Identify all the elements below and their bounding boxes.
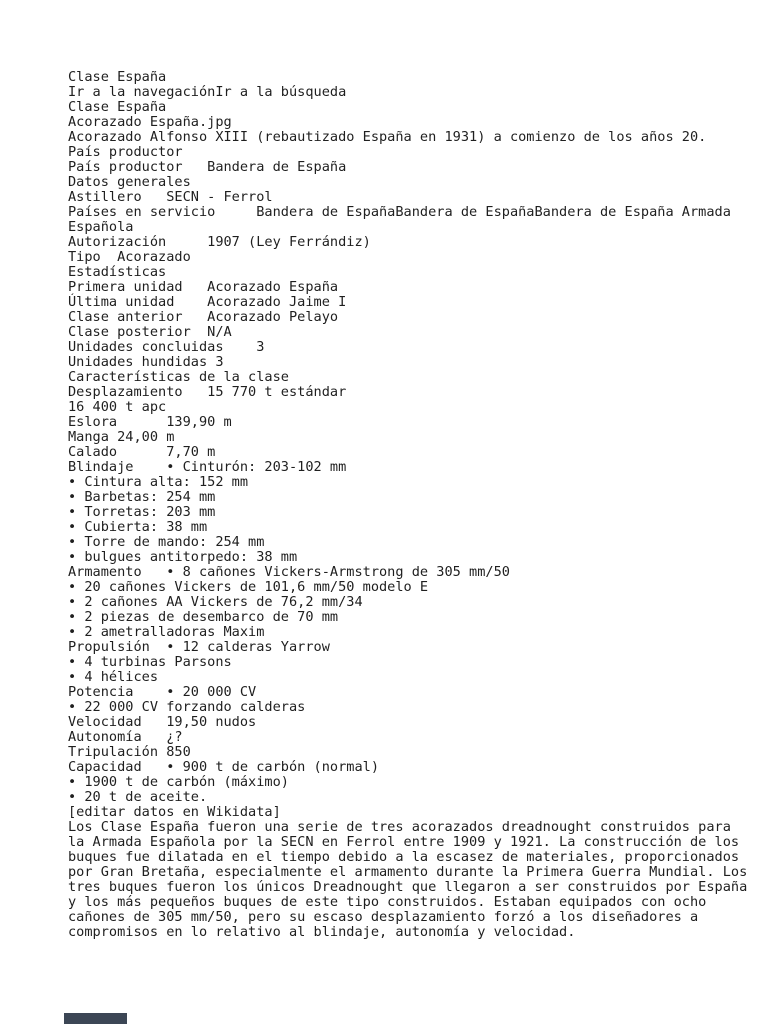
text-line: • Barbetas: 254 mm [68,489,216,505]
text-line: Española [68,219,134,235]
text-line: Clase España [68,69,167,85]
text-line: Astillero SECN - Ferrol [68,189,273,205]
text-line: y los más pequeños buques de este tipo construidos. Estaban equipados con ocho [68,894,707,910]
text-line: por Gran Bretaña, especialmente el armamento durante la Primera Guerra Mundial. Los [68,864,748,880]
text-line: Eslora 139,90 m [68,414,232,430]
text-line: Autorización 1907 (Ley Ferrándiz) [68,234,371,250]
text-line: Acorazado España.jpg [68,114,232,130]
document-text [68,70,747,940]
text-line: Unidades concluidas 3 [68,339,265,355]
text-line: Tipo Acorazado [68,249,191,265]
text-line: • Cintura alta: 152 mm [68,474,249,490]
text-line: Clase España [68,99,167,115]
text-line: Velocidad 19,50 nudos [68,714,257,730]
text-line: • 2 ametralladoras Maxim [68,624,265,640]
text-line: Propulsión • 12 calderas Yarrow [68,639,330,655]
text-line: 16 400 t apc [68,399,167,415]
text-line: Datos generales [68,174,191,190]
text-line: Desplazamiento 15 770 t estándar [68,384,347,400]
text-line: compromisos en lo relativo al blindaje, autonomía y velocidad. [68,924,576,940]
text-line: cañones de 305 mm/50, pero su escaso desplazamiento forzó a los diseñadores a [68,909,699,925]
text-line: • Torretas: 203 mm [68,504,216,520]
text-line: • Cubierta: 38 mm [68,519,208,535]
text-line: • 2 piezas de desembarco de 70 mm [68,609,339,625]
text-line: buques fue dilatada en el tiempo debido a la escasez de materiales, proporcionados [68,849,740,865]
text-line: • 4 hélices [68,669,159,685]
text-line: tres buques fueron los únicos Dreadnought que llegaron a ser construidos por España [68,879,748,895]
text-line: • 4 turbinas Parsons [68,654,232,670]
text-line: Clase anterior Acorazado Pelayo [68,309,339,325]
text-line: • 20 cañones Vickers de 101,6 mm/50 modelo E [68,579,429,595]
text-line: Tripulación 850 [68,744,191,760]
text-line: Unidades hundidas 3 [68,354,224,370]
text-line: Manga 24,00 m [68,429,175,445]
text-line: Acorazado Alfonso XIII (rebautizado España en 1931) a comienzo de los años 20. [68,129,707,145]
text-line: Capacidad • 900 t de carbón (normal) [68,759,379,775]
text-line: País productor [68,144,183,160]
text-line: Última unidad Acorazado Jaime I [68,294,347,310]
text-line: • bulgues antitorpedo: 38 mm [68,549,298,565]
text-line: la Armada Española por la SECN en Ferrol entre 1909 y 1921. La construcción de los [68,834,740,850]
text-line: Los Clase España fueron una serie de tres acorazados dreadnought construidos para [68,819,731,835]
text-line: Blindaje • Cinturón: 203-102 mm [68,459,347,475]
text-line: Estadísticas [68,264,167,280]
text-line: • Torre de mando: 254 mm [68,534,265,550]
text-line: [editar datos en Wikidata] [68,804,281,820]
text-line: • 1900 t de carbón (máximo) [68,774,289,790]
text-line: Armamento • 8 cañones Vickers-Armstrong de 305 mm/50 [68,564,510,580]
text-line: Calado 7,70 m [68,444,216,460]
text-line: Primera unidad Acorazado España [68,279,339,295]
text-line: Ir a la navegaciónIr a la búsqueda [68,84,347,100]
text-line: Países en servicio Bandera de EspañaBandera de EspañaBandera de España Armada [68,204,731,220]
text-line: • 20 t de aceite. [68,789,208,805]
text-line: País productor Bandera de España [68,159,347,175]
text-line: Clase posterior N/A [68,324,232,340]
text-line: • 22 000 CV forzando calderas [68,699,306,715]
text-line: • 2 cañones AA Vickers de 76,2 mm/34 [68,594,363,610]
page-bottom-bar [64,1013,127,1024]
text-line: Características de la clase [68,369,289,385]
text-line: Potencia • 20 000 CV [68,684,257,700]
text-line: Autonomía ¿? [68,729,183,745]
